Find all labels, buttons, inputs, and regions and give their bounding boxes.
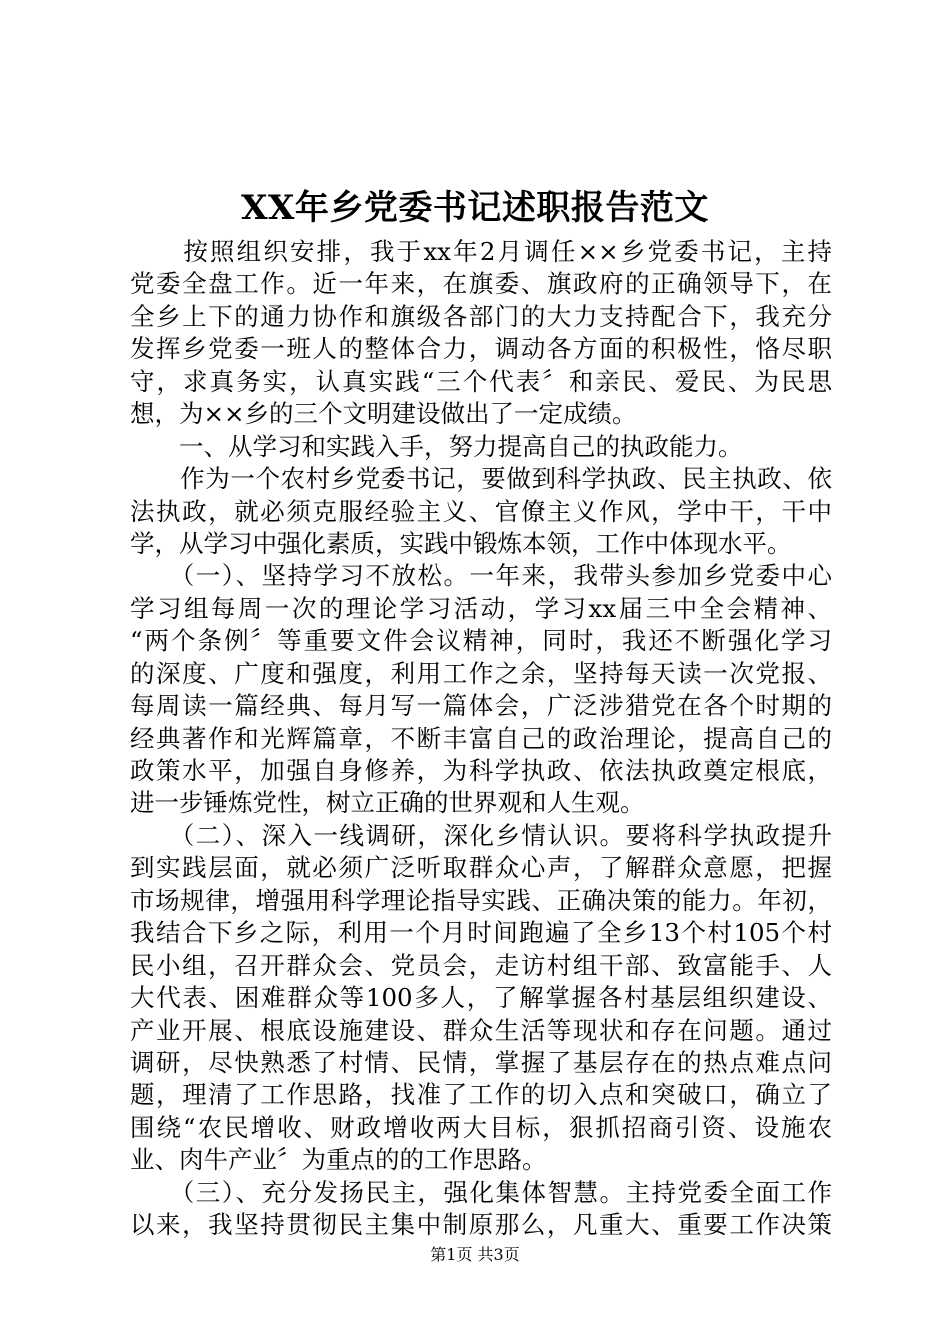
text-line: 每周读一篇经典、每月写一篇体会，广泛涉猎党在各个时期的 bbox=[130, 691, 832, 721]
text-line: 大代表、困难群众等100多人，了解掌握各村基层组织建设、 bbox=[130, 983, 832, 1013]
text-line: 党委全盘工作。近一年来，在旗委、旗政府的正确领导下，在 bbox=[130, 269, 832, 299]
text-line: 政策水平，加强自身修养，为科学执政、依法执政奠定根底， bbox=[130, 756, 832, 785]
text-line: 产业开展、根底设施建设、群众生活等现状和存在问题。通过 bbox=[130, 1015, 832, 1045]
text-line: （三）、充分发扬民主，强化集体智慧。主持党委全面工作 bbox=[130, 1177, 832, 1207]
text-line: （二）、深入一线调研，深化乡情认识。要将科学执政提升 bbox=[130, 820, 832, 850]
text-line: 一、从学习和实践入手，努力提高自己的执政能力。 bbox=[130, 431, 743, 461]
text-line: 学习组每周一次的理论学习活动，学习xx届三中全会精神、 bbox=[130, 593, 832, 623]
text-line: 进一步锤炼党性，树立正确的世界观和人生观。 bbox=[130, 788, 645, 818]
text-line: 经典著作和光辉篇章，不断丰富自己的政治理论，提高自己的 bbox=[130, 723, 832, 753]
text-line: 业、肉牛产业〞为重点的的工作思路。 bbox=[130, 1145, 547, 1175]
text-line: 以来，我坚持贯彻民主集中制原那么，凡重大、重要工作决策 bbox=[130, 1210, 832, 1240]
text-line: 按照组织安排，我于xx年2月调任××乡党委书记，主持 bbox=[130, 237, 832, 266]
text-line: 围绕“农民增收、财政增收两大目标，狠抓招商引资、设施农 bbox=[130, 1112, 832, 1142]
text-line: （一）、坚持学习不放松。一年来，我带头参加乡党委中心 bbox=[130, 561, 832, 591]
text-line: 题，理清了工作思路，找准了工作的切入点和突破口，确立了 bbox=[130, 1080, 832, 1110]
text-line: 学，从学习中强化素质，实践中锻炼本领，工作中体现水平。 bbox=[130, 528, 792, 558]
text-line: 我结合下乡之际，利用一个月时间跑遍了全乡13个村105个村 bbox=[130, 918, 832, 948]
document-body bbox=[130, 236, 832, 1242]
text-line: 全乡上下的通力协作和旗级各部门的大力支持配合下，我充分 bbox=[130, 301, 832, 331]
text-line: 调研，尽快熟悉了村情、民情，掌握了基层存在的热点难点问 bbox=[130, 1047, 832, 1077]
page-footer: 第1页 共3页 bbox=[430, 1245, 520, 1264]
text-line: 到实践层面，就必须广泛听取群众心声，了解群众意愿，把握 bbox=[130, 853, 832, 883]
text-line: 作为一个农村乡党委书记，要做到科学执政、民主执政、依 bbox=[130, 464, 832, 494]
document-title: XX年乡党委书记述职报告范文 bbox=[241, 188, 709, 228]
text-line: “两个条例〞等重要文件会议精神，同时，我还不断强化学习 bbox=[130, 626, 832, 656]
text-line: 发挥乡党委一班人的整体合力，调动各方面的积极性，恪尽职 bbox=[130, 334, 832, 364]
text-line: 想，为××乡的三个文明建设做出了一定成绩。 bbox=[130, 399, 637, 429]
text-line: 守，求真务实，认真实践“三个代表〞和亲民、爱民、为民思 bbox=[130, 366, 832, 396]
text-line: 法执政，就必须克服经验主义、官僚主义作风，学中干，干中 bbox=[130, 496, 832, 526]
text-line: 市场规律，增强用科学理论指导实践、正确决策的能力。年初， bbox=[130, 885, 832, 915]
text-line: 民小组，召开群众会、党员会，走访村组干部、致富能手、人 bbox=[130, 950, 832, 980]
text-line: 的深度、广度和强度，利用工作之余，坚持每天读一次党报、 bbox=[130, 658, 832, 688]
